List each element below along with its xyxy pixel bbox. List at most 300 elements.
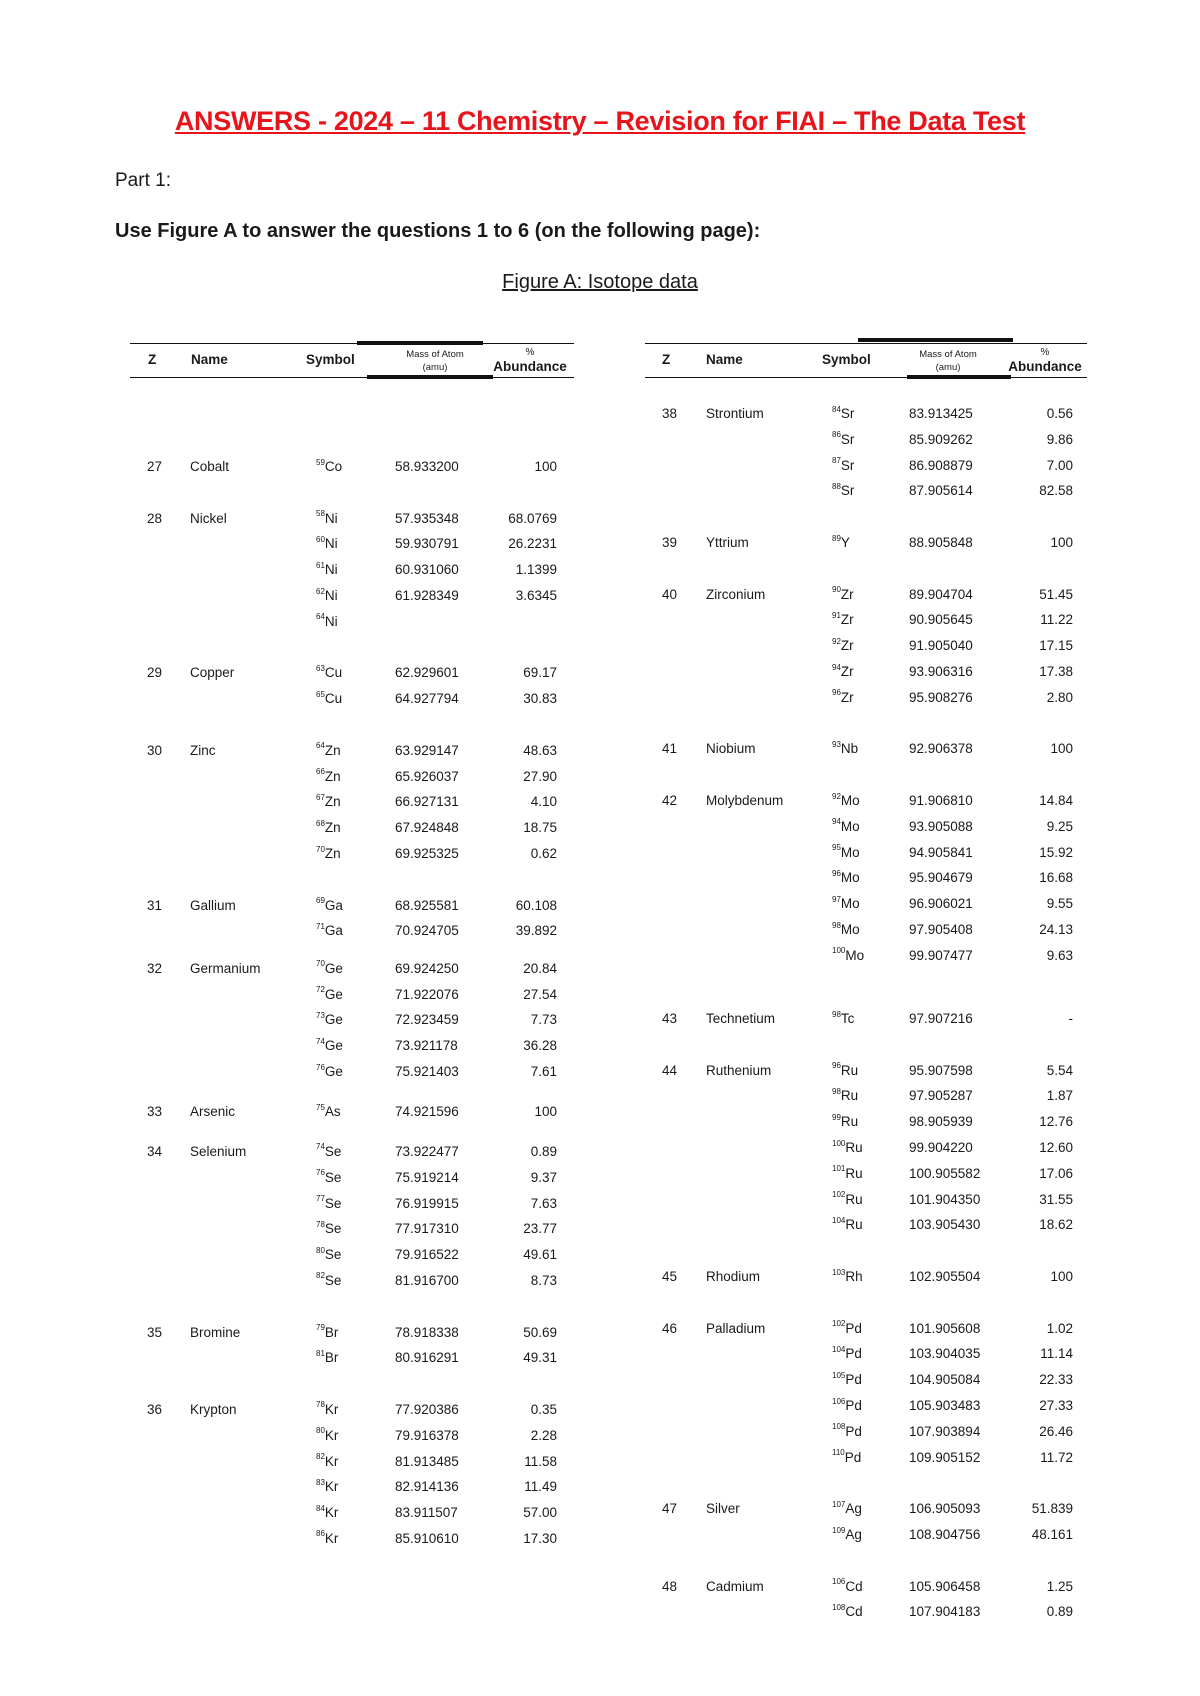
isotope-abundance: 100 [1050, 741, 1073, 757]
document-title: ANSWERS - 2024 – 11 Chemistry – Revision for FIAI – The Data Test [174, 106, 1026, 136]
isotope-symbol [832, 793, 860, 809]
mass-number: 70 [316, 844, 325, 854]
isotope-abundance: 82.58 [1039, 483, 1073, 499]
mass-number: 67 [316, 792, 325, 802]
isotope-symbol [316, 562, 338, 578]
symbol-text: Ge [324, 1012, 343, 1028]
isotope-symbol [832, 1088, 858, 1104]
element-z: 30 [147, 742, 163, 758]
isotope-mass: 81.913485 [395, 1453, 459, 1469]
isotope-mass: 92.906378 [909, 741, 973, 757]
mass-number: 98 [832, 1009, 841, 1019]
element-z: 32 [147, 960, 163, 976]
symbol-text: Mo [840, 793, 860, 808]
isotope-abundance: 100 [1050, 1269, 1073, 1284]
mass-number: 100 [832, 946, 846, 956]
isotope-mass: 107.903894 [909, 1423, 981, 1439]
isotope-symbol [832, 1346, 862, 1362]
isotope-abundance: 48.161 [1031, 1527, 1073, 1542]
isotope-symbol [832, 845, 860, 861]
isotope-symbol [832, 432, 854, 448]
symbol-text: Cd [845, 1578, 863, 1594]
isotope-mass: 97.907216 [909, 1011, 973, 1026]
symbol-text: Se [324, 1272, 342, 1288]
isotope-symbol [316, 1531, 338, 1547]
isotope-symbol [316, 459, 342, 475]
element-z: 36 [147, 1401, 163, 1417]
symbol-text: Ni [324, 536, 338, 552]
isotope-abundance: 17.30 [523, 1530, 557, 1546]
symbol-text: Mo [840, 922, 860, 937]
element-name: Molybdenum [706, 793, 784, 808]
symbol-text: Ge [324, 960, 343, 976]
isotope-symbol [832, 922, 860, 938]
isotope-symbol [316, 961, 343, 977]
element-name: Silver [706, 1501, 740, 1517]
element-name: Ruthenium [706, 1062, 772, 1078]
isotope-mass: 69.924250 [395, 960, 459, 976]
symbol-text: As [324, 1104, 341, 1119]
isotope-abundance: 69.17 [523, 665, 557, 681]
element-name: Niobium [706, 741, 756, 757]
isotope-symbol [832, 458, 854, 474]
mass-number: 80 [316, 1426, 325, 1436]
isotope-mass: 65.926037 [395, 768, 459, 784]
isotope-symbol [316, 1144, 341, 1160]
isotope-symbol [832, 819, 860, 835]
element-z: 34 [147, 1143, 163, 1159]
mass-number: 65 [316, 689, 325, 699]
isotope-abundance: 11.22 [1040, 612, 1073, 628]
isotope-mass: 104.905084 [909, 1372, 981, 1388]
mass-number: 79 [316, 1323, 325, 1333]
right-header-symbol: Symbol [822, 352, 871, 367]
isotope-mass: 73.921178 [395, 1038, 458, 1054]
isotope-symbol [316, 1479, 338, 1495]
isotope-abundance: 51.839 [1031, 1501, 1073, 1517]
isotope-abundance: 12.76 [1039, 1114, 1073, 1130]
symbol-text: Ag [845, 1527, 862, 1542]
isotope-abundance: 68.0769 [508, 510, 557, 526]
isotope-mass: 99.904220 [909, 1140, 973, 1155]
left-header-abundance [490, 346, 570, 374]
right-header-z: Z [662, 352, 671, 367]
symbol-text: Se [324, 1143, 342, 1159]
isotope-abundance: 1.1399 [515, 562, 557, 578]
isotope-abundance: 0.35 [530, 1401, 557, 1417]
mass-number: 97 [832, 894, 841, 904]
mass-number: 80 [316, 1245, 325, 1255]
mass-number: 109 [832, 1525, 846, 1535]
symbol-text: Ge [324, 1038, 343, 1054]
mass-number: 82 [316, 1452, 325, 1462]
isotope-mass: 64.927794 [395, 691, 459, 707]
isotope-symbol [832, 1501, 862, 1517]
isotope-symbol [316, 923, 343, 939]
isotope-symbol [316, 1221, 341, 1237]
right-header-abund-line2: Abundance [1008, 359, 1082, 374]
right-header-mass [906, 348, 990, 374]
isotope-symbol [832, 1604, 863, 1620]
isotope-symbol [316, 1350, 338, 1366]
isotope-symbol [832, 1192, 863, 1208]
mass-number: 104 [832, 1215, 846, 1225]
isotope-mass: 60.931060 [395, 562, 459, 578]
isotope-mass: 90.905645 [909, 612, 973, 628]
isotope-symbol [316, 794, 341, 810]
symbol-text: Ru [840, 1062, 859, 1078]
mass-number: 88 [832, 481, 841, 491]
element-name: Krypton [190, 1401, 237, 1417]
instruction-text: Use Figure A to answer the questions 1 to 6 (on the following page): [115, 220, 761, 242]
element-z: 44 [662, 1062, 678, 1078]
isotope-abundance: 1.87 [1046, 1088, 1073, 1104]
figure-caption: Figure A: Isotope data [502, 271, 698, 293]
isotope-abundance: 27.33 [1039, 1398, 1073, 1413]
isotope-mass: 59.930791 [395, 536, 459, 552]
mass-number: 96 [832, 688, 841, 698]
symbol-text: Sr [840, 406, 855, 421]
isotope-abundance: 51.45 [1039, 586, 1073, 602]
isotope-symbol [832, 1321, 862, 1337]
mass-number: 66 [316, 767, 325, 777]
mass-number: 92 [832, 636, 841, 646]
isotope-mass: 91.905040 [909, 638, 973, 654]
element-name: Cobalt [190, 459, 230, 474]
isotope-abundance: 18.75 [523, 820, 557, 836]
isotope-symbol [316, 1505, 338, 1521]
symbol-text: Pd [844, 1449, 862, 1465]
symbol-text: Zn [324, 794, 341, 810]
element-name: Rhodium [706, 1269, 761, 1284]
isotope-symbol [316, 987, 343, 1003]
isotope-mass: 99.907477 [909, 947, 973, 963]
isotope-abundance: 26.46 [1039, 1423, 1073, 1439]
symbol-text: Zr [840, 586, 854, 602]
isotope-abundance: 11.49 [524, 1479, 557, 1495]
right-header-abund-line1: % [1040, 347, 1050, 358]
mass-number: 106 [832, 1396, 846, 1406]
symbol-text: Zn [324, 768, 341, 784]
symbol-text: Kr [324, 1530, 339, 1546]
isotope-symbol [832, 535, 850, 551]
symbol-text: Se [324, 1221, 342, 1237]
isotope-symbol [832, 870, 860, 886]
isotope-mass: 74.921596 [395, 1104, 459, 1119]
isotope-symbol [316, 511, 338, 527]
isotope-mass: 66.927131 [395, 794, 459, 810]
symbol-text: Cu [324, 665, 343, 681]
isotope-mass: 79.916378 [395, 1427, 459, 1443]
symbol-text: Pd [845, 1346, 862, 1362]
isotope-mass: 95.904679 [909, 870, 973, 886]
isotope-symbol [832, 896, 860, 912]
isotope-abundance: 60.108 [515, 897, 557, 913]
isotope-abundance: 7.73 [530, 1012, 557, 1028]
symbol-text: Ni [324, 588, 338, 603]
isotope-abundance: 23.77 [523, 1221, 557, 1237]
mass-number: 98 [832, 1086, 841, 1096]
isotope-mass: 97.905287 [909, 1088, 973, 1104]
symbol-text: Kr [324, 1505, 339, 1521]
mass-number: 72 [316, 985, 325, 995]
isotope-mass: 85.909262 [909, 431, 973, 447]
mass-number: 102 [832, 1319, 846, 1329]
element-z: 40 [662, 586, 678, 602]
symbol-text: Co [324, 459, 343, 474]
mass-number: 60 [316, 534, 325, 544]
isotope-symbol [832, 1063, 858, 1079]
mass-number: 93 [832, 739, 841, 749]
mass-number: 62 [316, 586, 325, 596]
isotope-mass: 75.919214 [395, 1169, 459, 1185]
isotope-abundance: 49.61 [523, 1247, 557, 1263]
isotope-abundance: 8.73 [530, 1272, 557, 1288]
mass-number: 90 [832, 585, 841, 595]
element-z: 33 [147, 1104, 163, 1119]
isotope-abundance: 27.90 [523, 768, 557, 784]
mass-number: 98 [832, 920, 841, 930]
right-header-name: Name [706, 352, 743, 367]
mass-number: 63 [316, 663, 325, 673]
element-z: 48 [662, 1578, 678, 1594]
isotope-abundance: 24.13 [1039, 922, 1073, 937]
mass-number: 95 [832, 843, 841, 853]
isotope-mass: 103.904035 [909, 1346, 981, 1362]
left-header-name: Name [191, 352, 228, 367]
element-z: 27 [147, 459, 163, 474]
isotope-symbol [316, 1454, 338, 1470]
mass-number: 76 [316, 1168, 325, 1178]
mass-number: 61 [316, 560, 325, 570]
isotope-mass: 88.905848 [909, 535, 973, 550]
isotope-abundance: 9.37 [530, 1169, 557, 1185]
symbol-text: Rh [845, 1269, 863, 1284]
isotope-symbol [832, 1269, 863, 1285]
isotope-mass: 103.905430 [909, 1217, 981, 1233]
isotope-abundance: 1.25 [1046, 1578, 1073, 1594]
isotope-abundance: 0.89 [1046, 1604, 1073, 1620]
isotope-abundance: 36.28 [523, 1038, 557, 1054]
isotope-abundance: 11.58 [524, 1453, 557, 1469]
symbol-text: Ru [840, 1088, 859, 1104]
isotope-symbol [316, 769, 341, 785]
isotope-mass: 100.905582 [909, 1165, 981, 1181]
symbol-text: Zr [840, 664, 854, 679]
isotope-abundance: 50.69 [523, 1324, 557, 1340]
mass-number: 96 [832, 1061, 841, 1071]
symbol-text: Cd [845, 1604, 863, 1620]
isotope-abundance: 49.31 [523, 1350, 557, 1366]
isotope-mass: 68.925581 [395, 897, 459, 913]
left-header-mass-line2: (amu) [422, 362, 448, 373]
isotope-mass: 86.908879 [909, 457, 973, 473]
element-z: 35 [147, 1324, 163, 1340]
isotope-abundance: - [1068, 1011, 1073, 1026]
isotope-abundance: 2.28 [530, 1427, 557, 1443]
symbol-text: Se [324, 1247, 342, 1263]
mass-number: 73 [316, 1010, 325, 1020]
isotope-symbol [832, 612, 854, 628]
mass-number: 89 [832, 533, 841, 543]
isotope-mass: 62.929601 [395, 665, 459, 681]
mass-number: 86 [316, 1529, 325, 1539]
mass-number: 110 [832, 1448, 845, 1458]
isotope-abundance: 17.38 [1039, 664, 1073, 679]
part-label: Part 1: [115, 170, 171, 191]
isotope-symbol [316, 1038, 343, 1054]
mass-number: 107 [832, 1499, 846, 1509]
isotope-mass: 107.904183 [909, 1604, 981, 1620]
symbol-text: Sr [840, 457, 855, 473]
isotope-abundance: 26.2231 [508, 536, 557, 552]
element-name: Copper [190, 665, 235, 681]
element-z: 28 [147, 510, 163, 526]
symbol-text: Cu [324, 691, 343, 707]
isotope-abundance: 9.63 [1046, 947, 1073, 963]
right-table-mass-under-rule [907, 375, 1011, 379]
isotope-symbol [832, 1424, 862, 1440]
isotope-mass: 95.908276 [909, 689, 973, 705]
isotope-symbol [316, 1325, 338, 1341]
mass-number: 91 [832, 610, 841, 620]
isotope-symbol [316, 1196, 341, 1212]
element-name: Gallium [190, 897, 236, 913]
isotope-abundance: 7.63 [530, 1195, 557, 1211]
isotope-symbol [832, 406, 854, 422]
mass-number: 81 [316, 1348, 325, 1358]
isotope-abundance: 11.14 [1040, 1346, 1073, 1362]
left-table-mass-rule [357, 341, 483, 345]
isotope-symbol [316, 846, 341, 862]
isotope-symbol [832, 1011, 854, 1027]
mass-number: 78 [316, 1219, 325, 1229]
symbol-text: Ni [324, 510, 338, 526]
isotope-symbol [832, 1579, 863, 1595]
mass-number: 100 [832, 1138, 846, 1148]
symbol-text: Ga [324, 923, 343, 939]
isotope-abundance: 0.56 [1046, 406, 1073, 421]
isotope-mass: 83.911507 [395, 1505, 458, 1521]
element-z: 45 [662, 1269, 678, 1284]
isotope-mass: 70.924705 [395, 923, 459, 939]
symbol-text: Br [324, 1350, 339, 1366]
symbol-text: Tc [840, 1011, 855, 1026]
isotope-mass: 106.905093 [909, 1501, 981, 1517]
isotope-abundance: 17.15 [1039, 638, 1073, 654]
isotope-mass: 102.905504 [909, 1269, 981, 1284]
mass-number: 104 [832, 1344, 846, 1354]
mass-number: 64 [316, 741, 325, 751]
symbol-text: Ru [845, 1140, 863, 1155]
isotope-symbol [316, 536, 338, 552]
isotope-mass: 67.924848 [395, 820, 459, 836]
isotope-mass: 79.916522 [395, 1247, 459, 1263]
element-z: 41 [662, 741, 678, 757]
right-table-mass-rule [858, 338, 1013, 342]
mass-number: 108 [832, 1602, 846, 1612]
isotope-mass: 69.925325 [395, 846, 459, 861]
isotope-abundance: 100 [534, 459, 557, 474]
left-header-z: Z [148, 352, 157, 367]
isotope-abundance: 17.06 [1039, 1165, 1073, 1181]
isotope-symbol [316, 820, 341, 836]
left-header-mass [393, 348, 477, 374]
symbol-text: Ni [324, 562, 338, 578]
mass-number: 87 [832, 456, 841, 466]
mass-number: 71 [316, 921, 325, 931]
element-z: 43 [662, 1011, 678, 1026]
mass-number: 108 [832, 1422, 846, 1432]
isotope-mass: 96.906021 [909, 896, 973, 912]
symbol-text: Ga [324, 897, 343, 913]
isotope-symbol [316, 898, 343, 914]
symbol-text: Mo [840, 818, 860, 834]
symbol-text: Sr [840, 431, 855, 447]
isotope-symbol [832, 638, 854, 654]
isotope-mass: 76.919915 [395, 1195, 459, 1211]
isotope-mass: 63.929147 [395, 742, 459, 758]
symbol-text: Kr [324, 1401, 339, 1417]
symbol-text: Ru [845, 1165, 863, 1181]
element-name: Nickel [190, 510, 227, 526]
isotope-abundance: 27.54 [523, 986, 557, 1002]
element-name: Yttrium [706, 535, 749, 550]
left-table-top-rule [130, 343, 574, 344]
left-table-mass-under-rule [367, 375, 493, 379]
isotope-symbol [316, 588, 338, 604]
isotope-mass: 61.928349 [395, 588, 459, 603]
element-name: Cadmium [706, 1578, 764, 1594]
element-name: Strontium [706, 406, 764, 421]
isotope-symbol [316, 1428, 338, 1444]
element-name: Zinc [190, 742, 216, 758]
isotope-abundance: 39.892 [515, 923, 557, 939]
symbol-text: Ru [845, 1191, 863, 1207]
isotope-abundance: 1.02 [1046, 1320, 1073, 1336]
isotope-mass: 77.920386 [395, 1401, 459, 1417]
element-name: Zirconium [706, 586, 766, 602]
isotope-abundance: 20.84 [523, 960, 557, 976]
mass-number: 75 [316, 1102, 325, 1112]
isotope-symbol [316, 1273, 341, 1289]
isotope-symbol [316, 614, 338, 630]
symbol-text: Nb [840, 741, 859, 757]
symbol-text: Zn [324, 742, 341, 758]
left-header-symbol: Symbol [306, 352, 355, 367]
mass-number: 83 [316, 1477, 325, 1487]
isotope-mass: 109.905152 [909, 1449, 981, 1465]
symbol-text: Sr [840, 483, 855, 499]
isotope-symbol [316, 1402, 338, 1418]
symbol-text: Mo [840, 870, 860, 886]
isotope-mass: 95.907598 [909, 1062, 973, 1078]
isotope-symbol [316, 1104, 341, 1120]
isotope-abundance: 14.84 [1039, 793, 1073, 808]
symbol-text: Kr [324, 1453, 339, 1469]
mass-number: 77 [316, 1194, 325, 1204]
symbol-text: Kr [324, 1479, 339, 1495]
isotope-mass: 85.910610 [395, 1530, 459, 1546]
left-table-header-rule [130, 377, 574, 378]
isotope-symbol [832, 1372, 862, 1388]
mass-number: 69 [316, 896, 325, 906]
element-name: Technetium [706, 1011, 776, 1026]
mass-number: 76 [316, 1062, 325, 1072]
isotope-symbol [316, 1247, 341, 1263]
isotope-mass: 71.922076 [395, 986, 459, 1002]
mass-number: 68 [316, 818, 325, 828]
